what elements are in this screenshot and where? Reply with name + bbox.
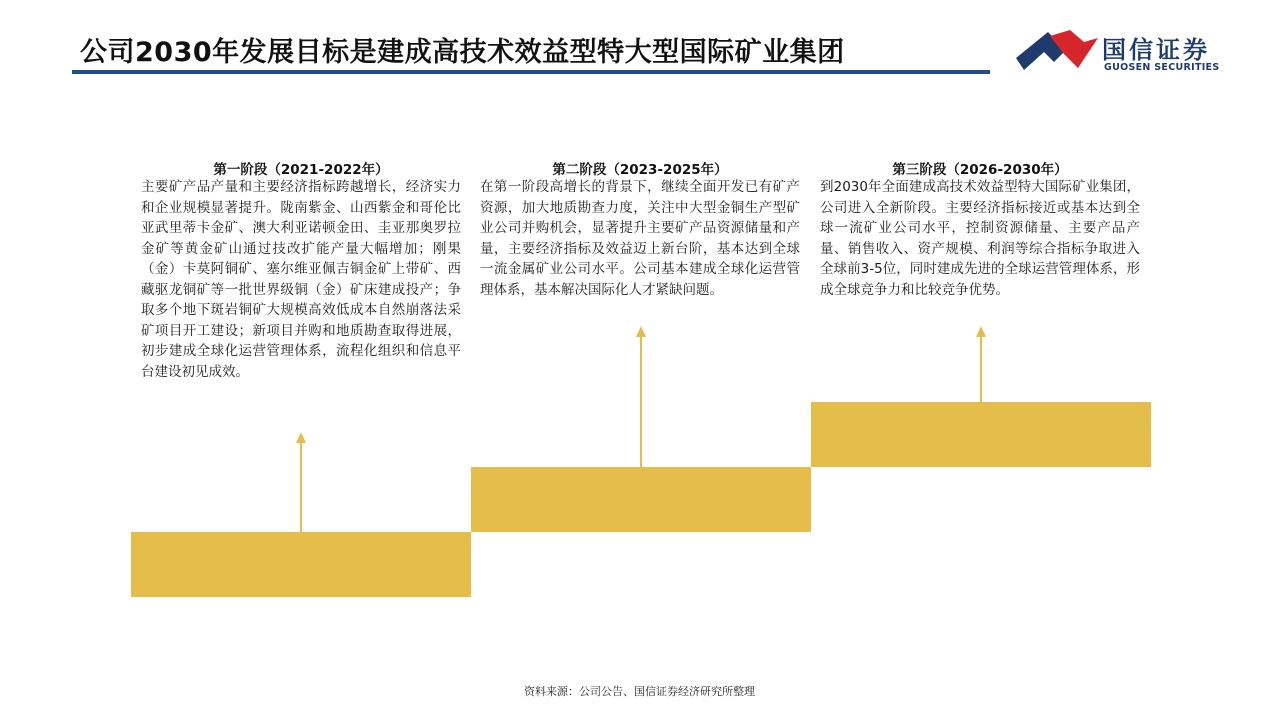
guosen-logo xyxy=(1014,28,1234,78)
logo-text-cn: 国信证券 xyxy=(1102,36,1210,64)
logo-text-en: GUOSEN SECURITIES xyxy=(1104,62,1220,73)
stage-3-title: 第三阶段（2026-2030年） xyxy=(892,162,1068,178)
stage-1-title: 第一阶段（2021-2022年） xyxy=(213,162,389,178)
stage-2-step-block xyxy=(471,467,811,532)
stage-3-description: 到2030年全面建成高技术效益型特大国际矿业集团，公司进入全新阶段。主要经济指标接近或基本达到全球一流矿业公司水平，控制资源储量、主要产品产量、销售收入、资产规模、利润等综合指标争取进入全球前3-5位，同时建成先进的全球运营管理体系，形成全球竞争力和比较竞争优势。 xyxy=(820,179,1140,298)
stage-2-title: 第二阶段（2023-2025年） xyxy=(552,162,728,178)
guosen-logo-icon xyxy=(1014,28,1100,78)
stage-1-arrow-icon xyxy=(294,432,308,532)
page-title: 公司2030年发展目标是建成高技术效益型特大型国际矿业集团 xyxy=(80,37,845,68)
stage-2-description: 在第一阶段高增长的背景下，继续全面开发已有矿产资源，加大地质勘查力度，关注中大型金铜生产型矿业公司并购机会，显著提升主要矿产品资源储量和产量，主要经济指标及效益迈上新台阶，基本达到全球一流金属矿业公司水平。公司基本建成全球化运营管理体系，基本解决国际化人才紧缺问题。 xyxy=(480,179,800,298)
stage-3-arrow-icon xyxy=(974,326,988,402)
source-note: 资料来源：公司公告、国信证券经济研究所整理 xyxy=(524,685,755,698)
stage-1-step-block xyxy=(131,532,471,597)
stage-2-arrow-icon xyxy=(634,326,648,467)
stage-3-step-block xyxy=(811,402,1151,467)
title-underline xyxy=(72,70,990,74)
stage-1-description: 主要矿产品产量和主要经济指标跨越增长，经济实力和企业规模显著提升。陇南紫金、山西紫金和哥伦比亚武里蒂卡金矿、澳大利亚诺顿金田、圭亚那奥罗拉金矿等黄金矿山通过技改扩能产量大幅增加；刚果（金）卡莫阿铜矿、塞尔维亚佩吉铜金矿上带矿、西藏驱龙铜矿等一批世界级铜（金）矿床建成投产；争取多个地下斑岩铜矿大规模高效低成本自然崩落法采矿项目开工建设；新项目并购和地质勘查取得进展，初步建成全球化运营管理体系，流程化组织和信息平台建设初见成效。 xyxy=(141,179,461,380)
